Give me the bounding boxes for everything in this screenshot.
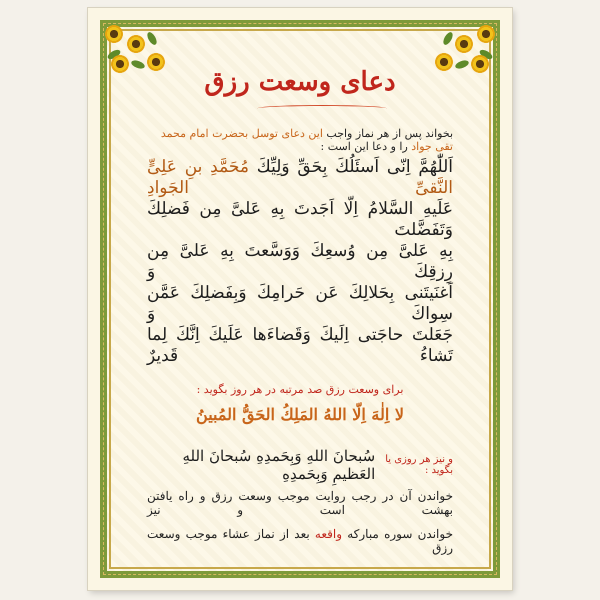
page-title: دعای وسعت رزق	[204, 67, 396, 97]
footer-line-2-red: واقعه	[314, 527, 343, 541]
prayer-line	[147, 325, 453, 368]
prayer-line-text: بِهِ عَلیَّ مِن وُسعِكَ وَوَسَّعتَ بِهِ عَلیَّ مِن رِزقِكَ وَ	[147, 241, 453, 283]
prayer-line-text: جَعَلتَ حاجَتی اِلَیكَ وَقَضاءَها عَلَیكَ اِنَّكَ لِما تَشاءُ قَدیرٌ	[147, 325, 453, 367]
sub-heading: برای وسعت رزق صد مرتبه در هر روز بگوید :	[196, 383, 404, 396]
prayer-line-text: عَلَیهِ السَّلامُ اِلّا اَجَدتَ بِهِ عَلیَّ مِن فَضلِكَ وَتَفَضَّلتَ	[147, 199, 453, 241]
footer-line-1: خواندن آن در رجب روایت موجب وسعت رزق و راه یافتن بهشت است و نیز	[147, 489, 453, 517]
ornamental-frame	[100, 20, 500, 578]
prayer-line	[147, 283, 453, 326]
prayer-line-text: اَغنَیتَنی بِحَلالِكَ عَن حَرامِكَ وَبِفَضلِكَ عَمَّن سِواكَ وَ	[147, 283, 453, 325]
prayer-line-text: اَللّٰهُمَّ اِنّی اَسئَلُكَ بِحَقِّ وَلِیِّكَ	[249, 157, 453, 177]
prayer-line-highlight: مُحَمَّدِ بنِ عَلِیٍّ النَّقیِّ الجَوادِ	[147, 157, 453, 199]
intro-part-1: بخواند پس از هر نماز واجب	[322, 127, 453, 140]
tasbih-text: سُبحانَ اللهِ وَبِحَمدِهِ سُبحانَ اللهِ العَظیمِ وَبِحَمدِهِ	[182, 447, 376, 483]
tasbih-lead: و نیز هر روزی یا بگوید :	[385, 454, 453, 476]
footer-line-2-post: بعد از نماز عشاء موجب وسعت رزق	[147, 527, 453, 555]
footer-line-2	[147, 527, 453, 555]
title-flourish	[257, 105, 387, 112]
prayer-line	[147, 157, 453, 200]
tahlil-text: لا اِلٰهَ اِلّا اللهُ المَلِكُ الحَقُّ المُبینُ	[196, 405, 404, 424]
prayer-line	[147, 241, 453, 284]
prayer-line	[147, 199, 453, 242]
tasbih-row	[147, 447, 453, 483]
intro-part-3: را و دعا این است :	[320, 140, 412, 153]
footer-line-2-pre: خواندن سوره مبارکه	[342, 527, 454, 541]
intro-text	[147, 127, 453, 153]
intro-part-2: این دعای توسل بحضرت امام محمد تقی جواد	[160, 127, 453, 153]
prayer-card	[88, 8, 512, 590]
